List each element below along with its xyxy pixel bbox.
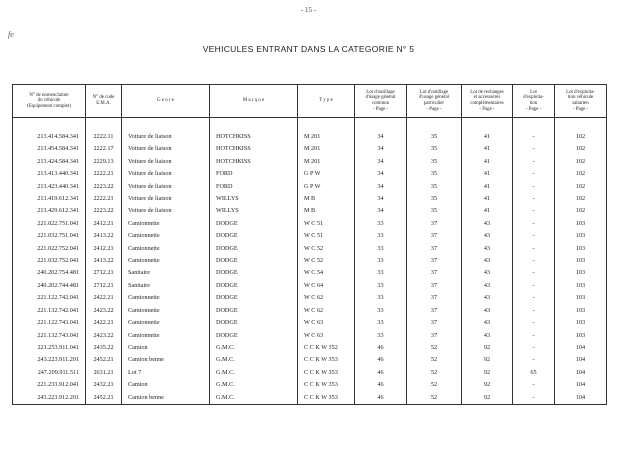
lot-exploitation-cell: - <box>513 230 555 242</box>
table-row <box>13 218 607 230</box>
lot-commun-cell: 34 <box>355 181 407 193</box>
nomenclature-cell: 243.223.912.201 <box>13 392 86 405</box>
lot-exploitation-cell: - <box>513 280 555 292</box>
vehicle-category-table <box>12 84 607 405</box>
lot-exploitation-cell: - <box>513 243 555 255</box>
lot-rechanges-cell: 43 <box>462 305 513 317</box>
lot-exploitation-cell: - <box>513 267 555 279</box>
lot-commun-cell: 33 <box>355 317 407 329</box>
column-header-line: particulier <box>423 101 445 106</box>
column-header-line: M a r q u e <box>242 98 265 104</box>
lot-exploitation-cell: - <box>513 143 555 155</box>
genre-cell: Camionnette <box>122 305 210 317</box>
table-row <box>13 205 607 217</box>
column-header-marque <box>210 85 298 118</box>
type-cell: C C K W 352 <box>298 342 355 354</box>
code-ema-cell: 2222.21 <box>86 193 122 205</box>
lot-commun-cell: 33 <box>355 280 407 292</box>
code-ema-cell: 2452.21 <box>86 392 122 405</box>
lot-exploitation-cell: - <box>513 168 555 180</box>
column-header-genre <box>122 85 210 118</box>
table-row <box>13 280 607 292</box>
lot-commun-cell: 33 <box>355 330 407 342</box>
type-cell: G P W <box>298 168 355 180</box>
code-ema-cell: 2423.22 <box>86 305 122 317</box>
column-header-line: Lot d'outillage <box>366 89 395 95</box>
column-header-lot-outillage-commun <box>355 85 407 118</box>
lot-rechanges-cell: 92 <box>462 342 513 354</box>
code-ema-cell: 2412.21 <box>86 218 122 230</box>
code-ema-cell: 2432.21 <box>86 379 122 391</box>
lot-particulier-cell: 37 <box>407 243 462 255</box>
table-row <box>13 156 607 168</box>
code-ema-cell: 2223.22 <box>86 181 122 193</box>
column-header-line: Lot d'outillage <box>419 89 449 95</box>
marque-cell: G.M.C. <box>210 367 298 379</box>
lot-commun-cell: 46 <box>355 392 407 405</box>
lot-particulier-cell: 37 <box>407 218 462 230</box>
lot-particulier-cell: 37 <box>407 330 462 342</box>
nomenclature-cell: 221.022.752.041 <box>13 243 86 255</box>
nomenclature-cell: 213.429.612.341 <box>13 205 86 217</box>
lot-rechanges-cell: 43 <box>462 280 513 292</box>
lot-commun-cell: 33 <box>355 243 407 255</box>
nomenclature-cell: 221.032.752.041 <box>13 255 86 267</box>
marque-cell: DODGE <box>210 267 298 279</box>
genre-cell: Voiture de liaison <box>122 193 210 205</box>
marque-cell: FORD <box>210 181 298 193</box>
genre-cell: Voiture de liaison <box>122 168 210 180</box>
code-ema-cell: 2422.21 <box>86 317 122 329</box>
lot-particulier-cell: 35 <box>407 143 462 155</box>
column-header-line: Lot d'exploita- <box>566 89 595 95</box>
table-row <box>13 292 607 304</box>
genre-cell: Camion benne <box>122 354 210 366</box>
lot-commun-cell: 33 <box>355 292 407 304</box>
table-spacer-row <box>13 118 607 132</box>
page-number: - 15 - <box>300 6 317 14</box>
lot-rechanges-cell: 41 <box>462 181 513 193</box>
marque-cell: DODGE <box>210 280 298 292</box>
column-header-line: d'usage général <box>365 95 396 101</box>
lot-exploitation-cell: - <box>513 342 555 354</box>
lot-saharien-cell: 103 <box>555 230 607 242</box>
column-header-line: T y p e <box>319 98 333 104</box>
type-cell: W C 52 <box>298 243 355 255</box>
lot-commun-cell: 34 <box>355 205 407 217</box>
column-header-code-ema <box>86 85 122 118</box>
marque-cell: DODGE <box>210 255 298 267</box>
type-cell: C C K W 353 <box>298 354 355 366</box>
lot-saharien-cell: 102 <box>555 143 607 155</box>
lot-exploitation-cell: - <box>513 317 555 329</box>
column-header-lot-outillage-particulier <box>407 85 462 118</box>
genre-cell: Camionnette <box>122 330 210 342</box>
lot-saharien-cell: 103 <box>555 330 607 342</box>
type-cell: W C 51 <box>298 218 355 230</box>
column-header-line: E.M.A. <box>96 101 111 106</box>
column-header-nomenclature <box>13 85 86 118</box>
table-row <box>13 354 607 366</box>
lot-exploitation-cell: - <box>513 131 555 143</box>
lot-exploitation-cell: - <box>513 292 555 304</box>
lot-rechanges-cell: 43 <box>462 267 513 279</box>
type-cell: M 201 <box>298 131 355 143</box>
marque-cell: DODGE <box>210 330 298 342</box>
table-row <box>13 255 607 267</box>
nomenclature-cell: 221.022.751.041 <box>13 218 86 230</box>
header-row <box>13 85 607 118</box>
table-row <box>13 330 607 342</box>
column-header-line: - Page - <box>426 106 442 112</box>
code-ema-cell: 2413.22 <box>86 230 122 242</box>
genre-cell: Camionnette <box>122 218 210 230</box>
genre-cell: Voiture de liaison <box>122 131 210 143</box>
lot-exploitation-cell: - <box>513 205 555 217</box>
lot-rechanges-cell: 41 <box>462 205 513 217</box>
column-header-lot-rechanges <box>462 85 513 118</box>
lot-saharien-cell: 104 <box>555 342 607 354</box>
type-cell: W C 62 <box>298 305 355 317</box>
genre-cell: Camion benne <box>122 392 210 405</box>
lot-saharien-cell: 102 <box>555 156 607 168</box>
lot-saharien-cell: 104 <box>555 354 607 366</box>
genre-cell: Voiture de liaison <box>122 143 210 155</box>
marque-cell: DODGE <box>210 218 298 230</box>
lot-saharien-cell: 102 <box>555 193 607 205</box>
marque-cell: DODGE <box>210 317 298 329</box>
code-ema-cell: 2222.21 <box>86 168 122 180</box>
lot-rechanges-cell: 43 <box>462 218 513 230</box>
lot-rechanges-cell: 43 <box>462 292 513 304</box>
type-cell: C C K W 353 <box>298 379 355 391</box>
column-header-line: Lot <box>530 89 537 95</box>
nomenclature-cell: 213.424.584.341 <box>13 156 86 168</box>
lot-particulier-cell: 37 <box>407 267 462 279</box>
type-cell: M B <box>298 193 355 205</box>
lot-exploitation-cell: - <box>513 392 555 405</box>
lot-saharien-cell: 102 <box>555 131 607 143</box>
table-row <box>13 267 607 279</box>
lot-saharien-cell: 104 <box>555 367 607 379</box>
table-row <box>13 230 607 242</box>
table-body <box>13 118 607 405</box>
column-header-line: G e n r e <box>157 98 174 104</box>
type-cell: M 201 <box>298 156 355 168</box>
genre-cell: Voiture de liaison <box>122 205 210 217</box>
marque-cell: G.M.C. <box>210 342 298 354</box>
column-header-line: d'exploita- <box>523 95 544 101</box>
lot-rechanges-cell: 43 <box>462 230 513 242</box>
lot-exploitation-cell: 65 <box>513 367 555 379</box>
code-ema-cell: 2712.21 <box>86 267 122 279</box>
column-header-line: et accessoires <box>473 95 501 101</box>
code-ema-cell: 2435.22 <box>86 342 122 354</box>
table-row <box>13 193 607 205</box>
lot-commun-cell: 46 <box>355 379 407 391</box>
marque-cell: G.M.C. <box>210 354 298 366</box>
column-header-line: d'usage général <box>418 95 450 101</box>
column-header-line: du véhicule <box>37 98 61 104</box>
lot-rechanges-cell: 41 <box>462 168 513 180</box>
lot-particulier-cell: 37 <box>407 317 462 329</box>
column-header-line: - Page - <box>372 106 389 112</box>
lot-exploitation-cell: - <box>513 181 555 193</box>
lot-particulier-cell: 52 <box>407 367 462 379</box>
column-header-line: Lot de rechanges <box>470 89 504 95</box>
lot-commun-cell: 34 <box>355 156 407 168</box>
table-row <box>13 168 607 180</box>
lot-particulier-cell: 37 <box>407 230 462 242</box>
code-ema-cell: 2222.17 <box>86 143 122 155</box>
lot-commun-cell: 33 <box>355 255 407 267</box>
lot-saharien-cell: 104 <box>555 379 607 391</box>
lot-particulier-cell: 37 <box>407 305 462 317</box>
lot-rechanges-cell: 41 <box>462 143 513 155</box>
genre-cell: Camionnette <box>122 255 210 267</box>
genre-cell: Camionnette <box>122 317 210 329</box>
genre-cell: Voiture de liaison <box>122 181 210 193</box>
column-header-line: - Page - <box>572 106 589 112</box>
lot-exploitation-cell: - <box>513 354 555 366</box>
lot-particulier-cell: 35 <box>407 156 462 168</box>
lot-particulier-cell: 35 <box>407 181 462 193</box>
lot-saharien-cell: 103 <box>555 243 607 255</box>
table-row <box>13 181 607 193</box>
column-header-line: N° de code <box>92 95 115 101</box>
lot-exploitation-cell: - <box>513 379 555 391</box>
lot-rechanges-cell: 92 <box>462 367 513 379</box>
lot-exploitation-cell: - <box>513 156 555 168</box>
genre-cell: Camionnette <box>122 292 210 304</box>
column-header-line: - Page - <box>525 106 542 112</box>
code-ema-cell: 2423.22 <box>86 330 122 342</box>
table-row <box>13 243 607 255</box>
code-ema-cell: 2223.22 <box>86 205 122 217</box>
type-cell: W C 62 <box>298 292 355 304</box>
marque-cell: WILLYS <box>210 193 298 205</box>
lot-exploitation-cell: - <box>513 330 555 342</box>
table-row <box>13 305 607 317</box>
lot-rechanges-cell: 41 <box>462 156 513 168</box>
lot-saharien-cell: 103 <box>555 317 607 329</box>
lot-saharien-cell: 103 <box>555 292 607 304</box>
marque-cell: FORD <box>210 168 298 180</box>
column-header-line: tion <box>529 101 538 106</box>
marque-cell: HOTCHKISS <box>210 131 298 143</box>
type-cell: W C 63 <box>298 317 355 329</box>
genre-cell: Camion <box>122 379 210 391</box>
lot-commun-cell: 33 <box>355 230 407 242</box>
nomenclature-cell: 213.454.584.341 <box>13 143 86 155</box>
type-cell: W C 64 <box>298 280 355 292</box>
type-cell: W C 63 <box>298 330 355 342</box>
nomenclature-cell: 221.253.911.041 <box>13 342 86 354</box>
column-header-line: complémentaires <box>470 101 504 106</box>
column-header-type <box>298 85 355 118</box>
nomenclature-cell: 221.122.742.041 <box>13 292 86 304</box>
marque-cell: HOTCHKISS <box>210 156 298 168</box>
column-header-lot-exploitation <box>513 85 555 118</box>
lot-rechanges-cell: 41 <box>462 131 513 143</box>
nomenclature-cell: 243.223.911.201 <box>13 354 86 366</box>
column-header-line: (Equipement complet) <box>27 103 71 109</box>
nomenclature-cell: 221.132.743.041 <box>13 330 86 342</box>
type-cell: W C 52 <box>298 255 355 267</box>
type-cell: M B <box>298 205 355 217</box>
marque-cell: DODGE <box>210 305 298 317</box>
lot-particulier-cell: 37 <box>407 280 462 292</box>
lot-commun-cell: 46 <box>355 367 407 379</box>
lot-commun-cell: 34 <box>355 143 407 155</box>
lot-particulier-cell: 52 <box>407 392 462 405</box>
lot-rechanges-cell: 43 <box>462 243 513 255</box>
marque-cell: HOTCHKISS <box>210 143 298 155</box>
column-header-line: N° de nomenclature <box>29 92 69 98</box>
lot-rechanges-cell: 92 <box>462 379 513 391</box>
marque-cell: DODGE <box>210 292 298 304</box>
lot-particulier-cell: 35 <box>407 131 462 143</box>
lot-saharien-cell: 103 <box>555 267 607 279</box>
type-cell: M 201 <box>298 143 355 155</box>
lot-commun-cell: 34 <box>355 193 407 205</box>
column-header-line: saharien <box>572 101 589 106</box>
lot-rechanges-cell: 43 <box>462 317 513 329</box>
handwritten-margin-mark: fe <box>8 30 14 39</box>
type-cell: G P W <box>298 181 355 193</box>
lot-commun-cell: 33 <box>355 267 407 279</box>
lot-exploitation-cell: - <box>513 218 555 230</box>
lot-commun-cell: 34 <box>355 131 407 143</box>
document-title: VEHICULES ENTRANT DANS LA CATEGORIE N° 5 <box>202 44 415 54</box>
marque-cell: G.M.C. <box>210 392 298 405</box>
genre-cell: Camionnette <box>122 230 210 242</box>
code-ema-cell: 2712.21 <box>86 280 122 292</box>
lot-rechanges-cell: 43 <box>462 255 513 267</box>
table-row <box>13 342 607 354</box>
genre-cell: Sanitaire <box>122 267 210 279</box>
type-cell: W C 51 <box>298 230 355 242</box>
lot-commun-cell: 33 <box>355 218 407 230</box>
type-cell: C C K W 353 <box>298 367 355 379</box>
lot-particulier-cell: 52 <box>407 354 462 366</box>
lot-rechanges-cell: 92 <box>462 354 513 366</box>
nomenclature-cell: 240.202.754.481 <box>13 267 86 279</box>
nomenclature-cell: 221.032.751.041 <box>13 230 86 242</box>
lot-particulier-cell: 35 <box>407 205 462 217</box>
nomenclature-cell: 240.202.744.481 <box>13 280 86 292</box>
table-row <box>13 143 607 155</box>
column-header-line: - Page - <box>479 106 495 112</box>
table-row <box>13 392 607 405</box>
lot-saharien-cell: 104 <box>555 392 607 405</box>
lot-particulier-cell: 37 <box>407 292 462 304</box>
column-header-line: tion véhicule <box>567 95 594 101</box>
nomenclature-cell: 213.419.612.341 <box>13 193 86 205</box>
type-cell: W C 54 <box>298 267 355 279</box>
marque-cell: DODGE <box>210 230 298 242</box>
table-row <box>13 367 607 379</box>
code-ema-cell: 2413.22 <box>86 255 122 267</box>
nomenclature-cell: 221.132.742.041 <box>13 305 86 317</box>
lot-exploitation-cell: - <box>513 305 555 317</box>
nomenclature-cell: 213.414.584.341 <box>13 131 86 143</box>
code-ema-cell: 2422.21 <box>86 292 122 304</box>
lot-rechanges-cell: 41 <box>462 193 513 205</box>
table-row <box>13 379 607 391</box>
nomenclature-cell: 247.209.911.511 <box>13 367 86 379</box>
genre-cell: Camion <box>122 342 210 354</box>
lot-exploitation-cell: - <box>513 193 555 205</box>
type-cell: C C K W 353 <box>298 392 355 405</box>
marque-cell: WILLYS <box>210 205 298 217</box>
lot-commun-cell: 46 <box>355 342 407 354</box>
genre-cell: Lot 7 <box>122 367 210 379</box>
lot-particulier-cell: 52 <box>407 379 462 391</box>
code-ema-cell: 2631.21 <box>86 367 122 379</box>
nomenclature-cell: 221.233.912.041 <box>13 379 86 391</box>
code-ema-cell: 2452.21 <box>86 354 122 366</box>
marque-cell: G.M.C. <box>210 379 298 391</box>
lot-particulier-cell: 37 <box>407 255 462 267</box>
nomenclature-cell: 213.423.440.341 <box>13 181 86 193</box>
table-row <box>13 317 607 329</box>
code-ema-cell: 2229.13 <box>86 156 122 168</box>
lot-particulier-cell: 35 <box>407 193 462 205</box>
lot-saharien-cell: 102 <box>555 168 607 180</box>
nomenclature-cell: 221.122.743.041 <box>13 317 86 329</box>
lot-commun-cell: 46 <box>355 354 407 366</box>
column-header-lot-exploitation-saharien <box>555 85 607 118</box>
lot-rechanges-cell: 92 <box>462 392 513 405</box>
lot-saharien-cell: 102 <box>555 205 607 217</box>
code-ema-cell: 2412.21 <box>86 243 122 255</box>
table-row <box>13 131 607 143</box>
lot-commun-cell: 34 <box>355 168 407 180</box>
code-ema-cell: 2222.11 <box>86 131 122 143</box>
genre-cell: Sanitaire <box>122 280 210 292</box>
lot-saharien-cell: 103 <box>555 305 607 317</box>
genre-cell: Voiture de liaison <box>122 156 210 168</box>
lot-saharien-cell: 103 <box>555 255 607 267</box>
table-header <box>13 85 607 118</box>
lot-commun-cell: 33 <box>355 305 407 317</box>
nomenclature-cell: 213.413.440.341 <box>13 168 86 180</box>
genre-cell: Camionnette <box>122 243 210 255</box>
lot-saharien-cell: 103 <box>555 218 607 230</box>
lot-saharien-cell: 103 <box>555 280 607 292</box>
column-header-line: commun <box>371 101 390 106</box>
lot-saharien-cell: 102 <box>555 181 607 193</box>
lot-particulier-cell: 52 <box>407 342 462 354</box>
lot-particulier-cell: 35 <box>407 168 462 180</box>
lot-rechanges-cell: 43 <box>462 330 513 342</box>
marque-cell: DODGE <box>210 243 298 255</box>
lot-exploitation-cell: - <box>513 255 555 267</box>
